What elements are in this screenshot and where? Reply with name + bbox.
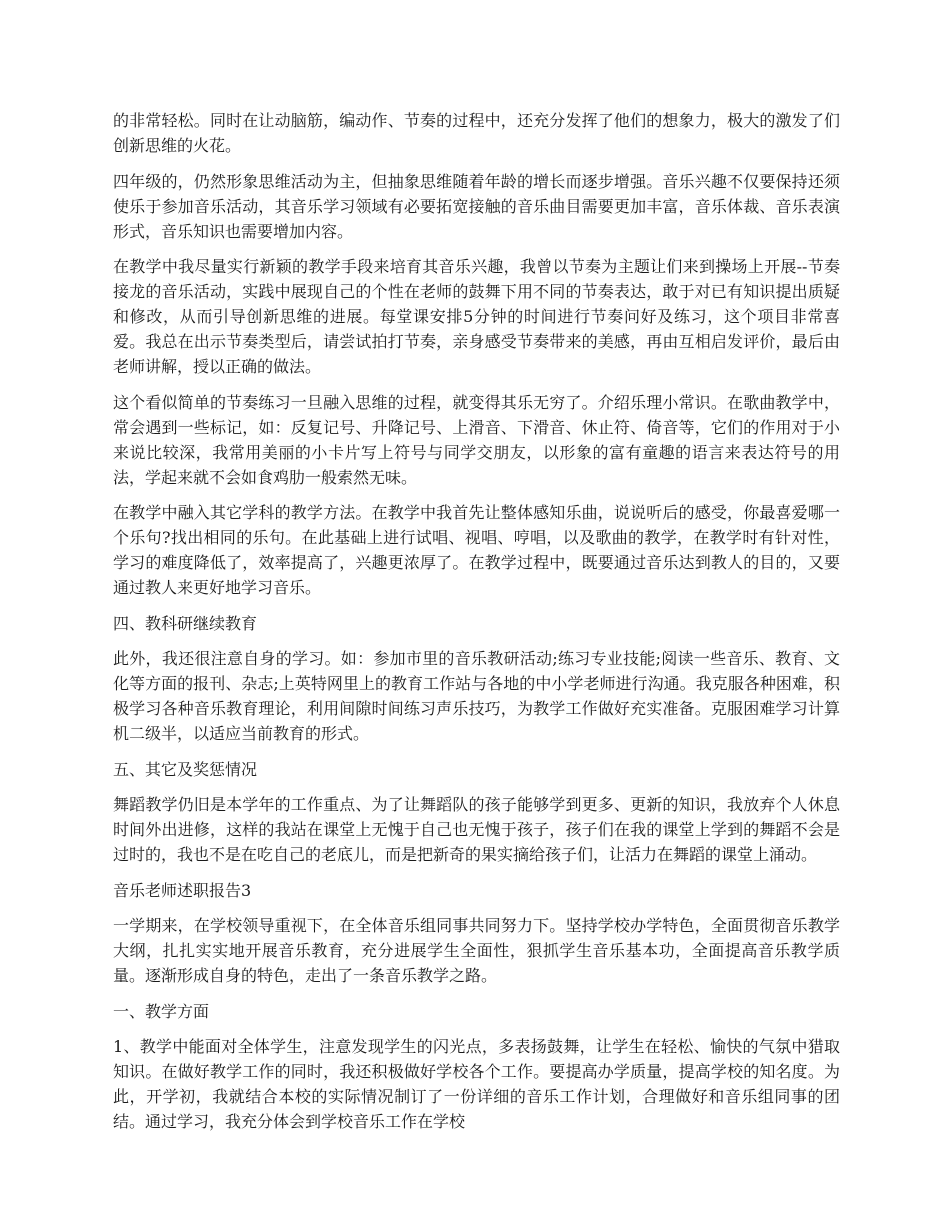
- paragraph-7: 舞蹈教学仍旧是本学年的工作重点、为了让舞蹈队的孩子能够学到更多、更新的知识，我放弃个人休息时间外出进修，这样的我站在课堂上无愧于自己也无愧于孩子，孩子们在我的课堂上学到的舞蹈不会是过时的，我也不是在吃自己的老底儿，而是把新奇的果实摘给孩子们，让活力在舞蹈的课堂上涌动。: [113, 795, 840, 864]
- section-heading-5: 五、其它及奖惩情况: [113, 759, 258, 779]
- report-title: 音乐老师述职报告3: [113, 880, 252, 900]
- section-heading-1: 一、教学方面: [113, 1001, 210, 1021]
- document-body: [113, 108, 840, 1145]
- paragraph-4: 这个看似简单的节奏练习一旦融入思维的过程，就变得其乐无穷了。介绍乐理小常识。在歌曲教学中，常会遇到一些标记，如：反复记号、升降记号、上滑音、下滑音、休止符、倚音等，它们的作用对于小来说比较深，我常用美丽的小卡片写上符号与同学交朋友，以形象的富有童趣的语言来表达符号的用法，学起来就不会如食鸡肋一般索然无味。: [113, 392, 840, 487]
- paragraph-8: 一学期来，在学校领导重视下，在全体音乐组同事共同努力下。坚持学校办学特色，全面贯彻音乐教学大纲，扎扎实实地开展音乐教育，充分进展学生全面性，狠抓学生音乐基本功，全面提高音乐教学质量。逐渐形成自身的特色，走出了一条音乐教学之路。: [113, 916, 840, 985]
- paragraph-6: 此外，我还很注意自身的学习。如：参加市里的音乐教研活动;练习专业技能;阅读一些音乐、教育、文化等方面的报刊、杂志;上英特网里上的教育工作站与各地的中小学老师进行沟通。我克服各种困难，积极学习各种音乐教育理论，利用间隙时间练习声乐技巧，为教学工作做好充实准备。克服困难学习计算机二级半，以适应当前教育的形式。: [113, 649, 840, 743]
- paragraph-9: 1、教学中能面对全体学生，注意发现学生的闪光点，多表扬鼓舞，让学生在轻松、愉快的气氛中猎取知识。在做好教学工作的同时，我还积极做好学校各个工作。要提高办学质量，提高学校的知名度。为此，开学初，我就结合本校的实际情况制订了一份详细的音乐工作计划，合理做好和音乐组同事的团结。通过学习，我充分体会到学校音乐工作在学校: [113, 1037, 840, 1131]
- paragraph-2: 四年级的，仍然形象思维活动为主，但抽象思维随着年龄的增长而逐步增强。音乐兴趣不仅要保持还须使乐于参加音乐活动，其音乐学习领域有必要拓宽接触的音乐曲目需要更加丰富，音乐体裁、音乐表演形式，音乐知识也需要增加内容。: [113, 171, 840, 241]
- paragraph-3: 在教学中我尽量实行新颖的教学手段来培育其音乐兴趣，我曾以节奏为主题让们来到操场上开展--节奏接龙的音乐活动，实践中展现自己的个性在老师的鼓舞下用不同的节奏表达，敢于对已有知识提出质疑和修改，从而引导创新思维的进展。每堂课安排5分钟的时间进行节奏问好及练习，这个项目非常喜爱。我总在出示节奏类型后，请尝试拍打节奏，亲身感受节奏带来的美感，再由互相启发评价，最后由老师讲解，授以正确的做法。: [113, 257, 840, 376]
- paragraph-5: 在教学中融入其它学科的教学方法。在教学中我首先让整体感知乐曲，说说听后的感受，你最喜爱哪一个乐句?找出相同的乐句。在此基础上进行试唱、视唱、哼唱，以及歌曲的教学，在教学时有针对性，学习的难度降低了，效率提高了，兴趣更浓厚了。在教学过程中，既要通过音乐达到教人的目的，又要通过教人来更好地学习音乐。: [113, 503, 840, 597]
- section-heading-4: 四、教科研继续教育: [113, 613, 258, 633]
- paragraph-1: 的非常轻松。同时在让动脑筋，编动作、节奏的过程中，还充分发挥了他们的想象力，极大的激发了们创新思维的火花。: [113, 111, 840, 155]
